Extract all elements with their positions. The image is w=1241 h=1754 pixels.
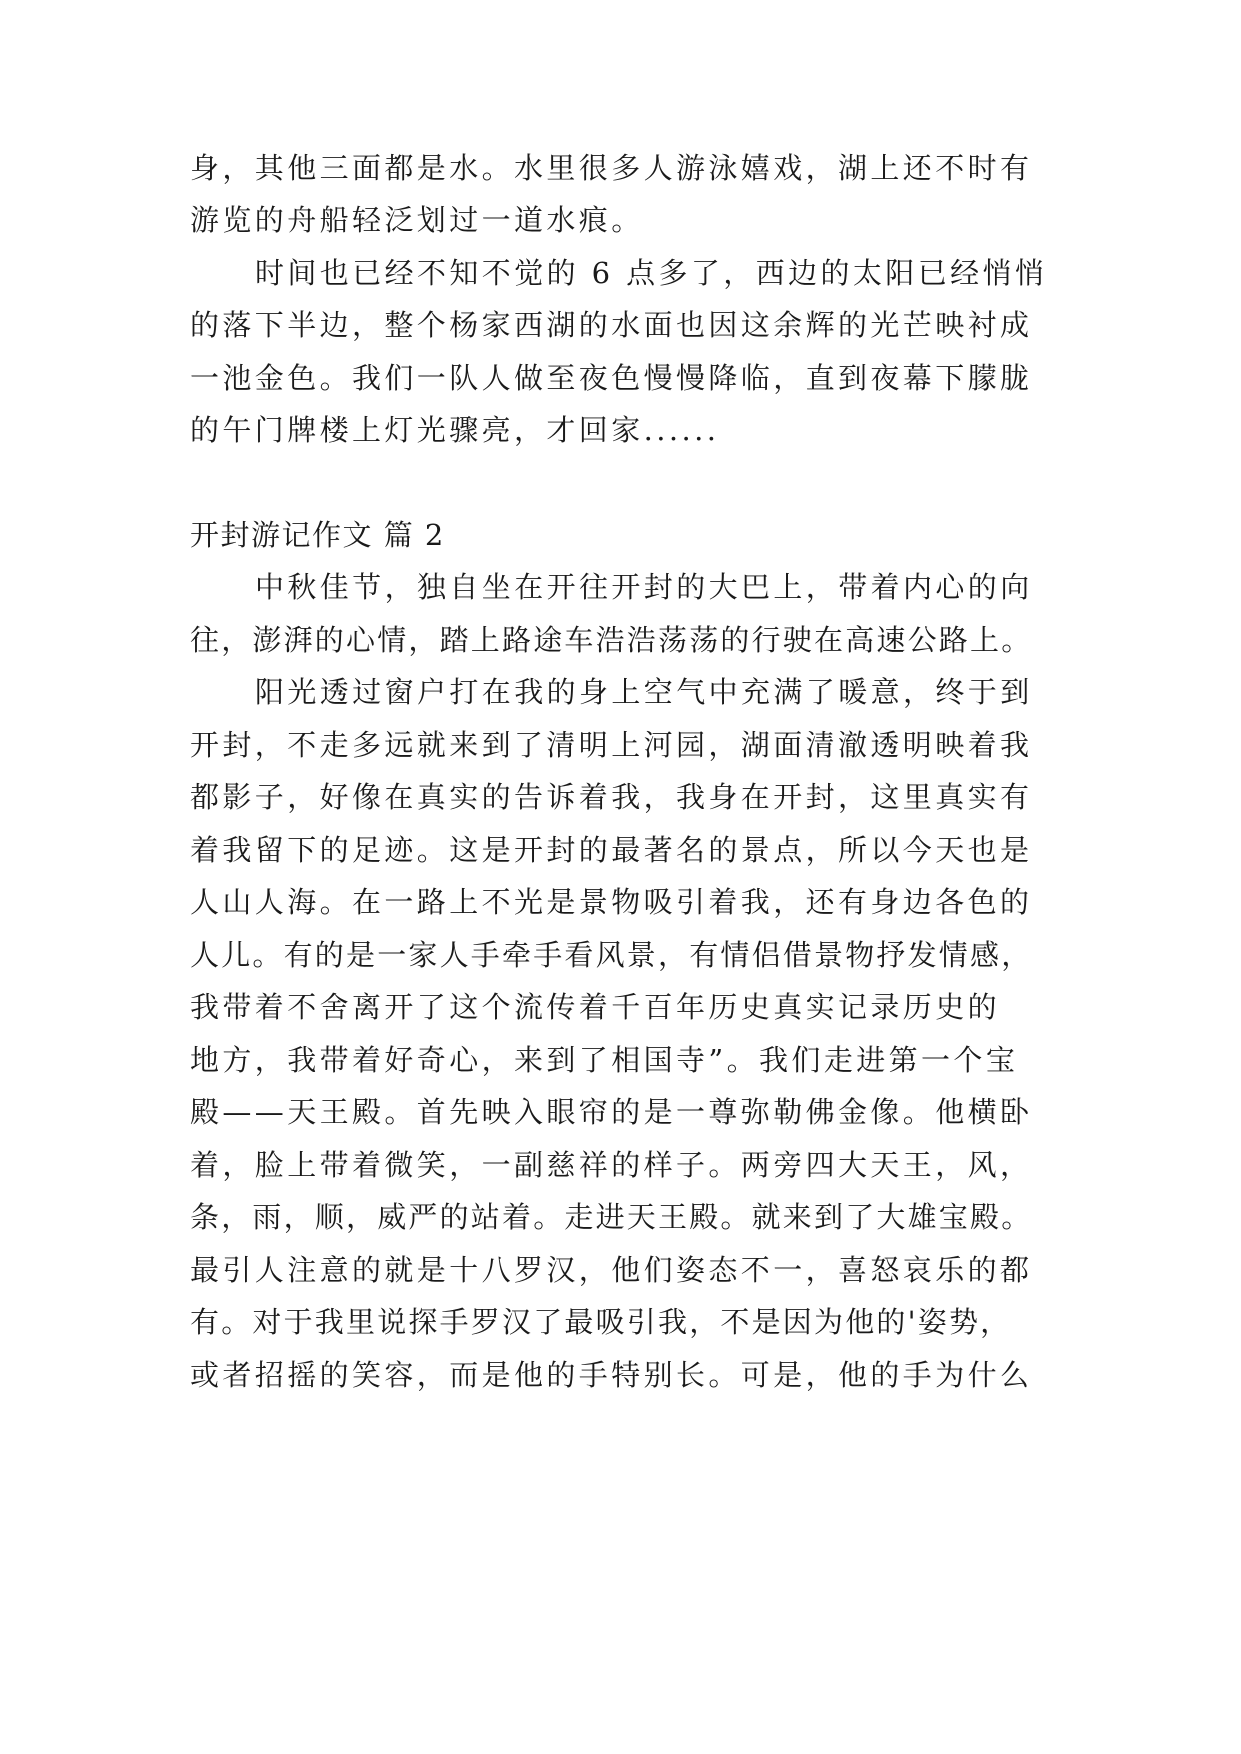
paragraph-first-line: 阳光透过窗户打在我的身上空气中充满了暖意，终于到 — [255, 675, 1033, 709]
paragraph-first-line: 中秋佳节，独自坐在开往开封的大巴上，带着内心的向 — [255, 570, 1033, 604]
text-line: 地方，我带着好奇心，来到了相国寺”。我们走进第一个宝 — [190, 1043, 1019, 1077]
text-line: 人山人海。在一路上不光是景物吸引着我，还有身边各色的 — [190, 885, 1033, 919]
text-line: 都影子，好像在真实的告诉着我，我身在开封，这里真实有 — [190, 780, 1033, 814]
text-line: 着我留下的足迹。这是开封的最著名的景点，所以今天也是 — [190, 833, 1033, 867]
text-line: 我带着不舍离开了这个流传着千百年历史真实记录历史的 — [190, 990, 1001, 1024]
text-line: 一池金色。我们一队人做至夜色慢慢降临，直到夜幕下朦胧 — [190, 361, 1033, 395]
text-line: 殿——天王殿。首先映入眼帘的是一尊弥勒佛金像。他横卧 — [190, 1095, 1033, 1129]
text-line: 有。对于我里说探手罗汉了最吸引我，不是因为他的'姿势， — [190, 1305, 1012, 1339]
text-line: 的落下半边，整个杨家西湖的水面也因这余辉的光芒映衬成 — [190, 308, 1033, 342]
text-line: 人儿。有的是一家人手牵手看风景，有情侣借景物抒发情感， — [190, 938, 1033, 972]
section-heading: 开封游记作文 篇 2 — [190, 518, 445, 552]
text-line: 开封，不走多远就来到了清明上河园，湖面清澈透明映着我 — [190, 728, 1033, 762]
text-line: 条，雨，顺，威严的站着。走进天王殿。就来到了大雄宝殿。 — [190, 1200, 1033, 1234]
paragraph-first-line: 时间也已经不知不觉的 6 点多了，西边的太阳已经悄悄 — [255, 256, 1048, 290]
text-line: 游览的舟船轻泛划过一道水痕。 — [190, 203, 644, 237]
text-line: 身，其他三面都是水。水里很多人游泳嬉戏，湖上还不时有 — [190, 151, 1033, 185]
text-line: 的午门牌楼上灯光骤亮，才回家...... — [190, 413, 720, 447]
text-line: 着，脸上带着微笑，一副慈祥的样子。两旁四大天王，风， — [190, 1148, 1033, 1182]
text-line: 最引人注意的就是十八罗汉，他们姿态不一，喜怒哀乐的都 — [190, 1253, 1033, 1287]
text-line: 往，澎湃的心情，踏上路途车浩浩荡荡的行驶在高速公路上。 — [190, 623, 1033, 657]
text-line: 或者招摇的笑容，而是他的手特别长。可是，他的手为什么 — [190, 1358, 1033, 1392]
